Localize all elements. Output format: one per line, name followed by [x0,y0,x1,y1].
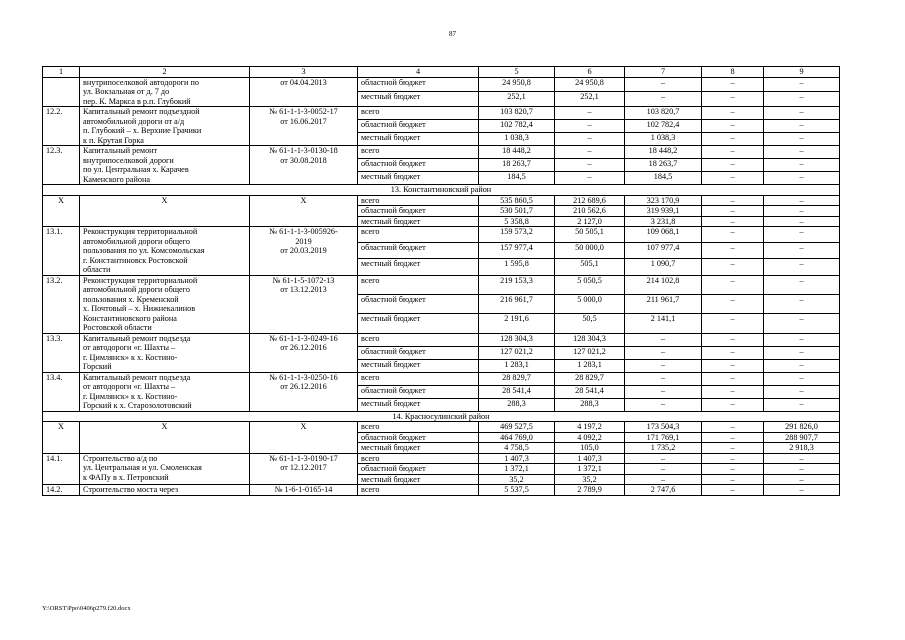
funding-source: всего [358,146,479,159]
funding-source: областной бюджет [358,243,479,259]
funding-source: областной бюджет [358,432,479,443]
item-name-line: к п. Крутая Горка [83,135,144,145]
value-col6: 4 197,2 [555,422,625,433]
item-number: 12.2. [43,107,80,146]
item-name-cell [80,146,250,185]
value-col6: 5 050,5 [555,275,625,294]
header-cell: 7 [625,67,702,78]
funding-source: областной бюджет [358,464,479,475]
funding-source: всего [358,107,479,120]
header-cell: 4 [358,67,479,78]
item-name-line: автомобильной дороги общего [83,285,190,294]
value-col5: 184,5 [479,172,555,185]
item-name-line: Реконструкция территориальной [83,227,198,236]
item-name-line: Капитальный ремонт подъезда [83,372,191,382]
item-name-line: Капитальный ремонт [83,146,158,155]
table-row [43,485,840,496]
funding-source: областной бюджет [358,120,479,133]
document-line: от 26.12.2016 [280,382,327,391]
value-col8: – [702,227,764,243]
value-col9: 291 826,0 [764,422,840,433]
budget-table [42,66,840,496]
document-line: № 61-1-1-3-0190-17 [269,453,338,463]
value-col7: 2 141,1 [625,314,702,333]
item-name-line: от автодороги «г. Шахты – [83,343,176,352]
document-line: от 26.12.2016 [280,343,327,352]
value-col9: – [764,372,840,385]
value-col6: 127 021,2 [555,346,625,359]
funding-source: местный бюджет [358,314,479,333]
funding-source: местный бюджет [358,216,479,227]
value-col6: – [555,146,625,159]
value-col7: 171 769,1 [625,432,702,443]
item-name-line: Горский к х. Старозолотовский [83,401,192,410]
value-col9: – [764,333,840,346]
value-col8: – [702,314,764,333]
document-cell [250,485,358,496]
header-cell: 5 [479,67,555,78]
value-col9: 288 907,7 [764,432,840,443]
item-name-cell [80,227,250,276]
value-col7: 107 977,4 [625,243,702,259]
value-col6: 4 092,2 [555,432,625,443]
value-col6: 1 407,3 [555,453,625,464]
value-col5: 5 358,8 [479,216,555,227]
value-col7: – [625,77,702,92]
funding-source: областной бюджет [358,206,479,217]
value-col9: – [764,453,840,464]
document-cell [250,107,358,146]
value-col6: 105,0 [555,443,625,454]
value-col5: 24 950,8 [479,77,555,92]
funding-source: областной бюджет [358,294,479,313]
value-col7: – [625,92,702,107]
value-col6: 210 562,6 [555,206,625,217]
value-col5: 464 769,0 [479,432,555,443]
value-col7: 1 735,2 [625,443,702,454]
table-header-row [43,67,840,78]
value-col8: – [702,172,764,185]
funding-source: всего [358,485,479,496]
value-col7: – [625,333,702,346]
value-col8: – [702,243,764,259]
funding-source: местный бюджет [358,398,479,411]
item-name-cell [80,422,250,454]
document-line: № 61-1-1-3-0052-17 [269,107,338,116]
value-col8: – [702,275,764,294]
value-col9: – [764,206,840,217]
funding-source: всего [358,333,479,346]
item-name-line: пользования по ул. Комсомольская [83,246,205,255]
table-row [43,195,840,206]
value-col7: – [625,346,702,359]
funding-source: всего [358,453,479,464]
value-col7: – [625,372,702,385]
document-cell [250,146,358,185]
item-name-line: внутрипоселковой автодороги по [83,77,199,87]
item-number: 13.1. [43,227,80,276]
value-col8: – [702,359,764,372]
item-number [43,77,80,107]
funding-source: всего [358,275,479,294]
value-col7: 211 961,7 [625,294,702,313]
value-col8: – [702,259,764,275]
document-line: № 61-1-1-3-0250-16 [269,372,338,382]
value-col8: – [702,133,764,146]
value-col5: 1 595,8 [479,259,555,275]
section-title: 13. Константиновский район [43,185,840,196]
value-col7: 2 747,6 [625,485,702,496]
document-cell [250,333,358,372]
funding-source: всего [358,422,479,433]
funding-source: местный бюджет [358,474,479,485]
value-col7: 173 504,3 [625,422,702,433]
document-line: № 61-1-5-1072-13 [272,275,335,285]
value-col5: 128 304,3 [479,333,555,346]
value-col9: – [764,464,840,475]
item-name-line: г. Цимлянск» к х. Костино- [83,352,178,362]
value-col6: – [555,107,625,120]
funding-source: областной бюджет [358,385,479,398]
item-name-line: автомобильной дороги от а/д [83,116,185,126]
section-row [43,411,840,422]
table-row [43,275,840,294]
value-col8: – [702,346,764,359]
value-col5: 219 153,3 [479,275,555,294]
value-col8: – [702,294,764,313]
value-col6: 35,2 [555,474,625,485]
value-col7: 102 782,4 [625,120,702,133]
value-col8: – [702,432,764,443]
header-cell: 2 [80,67,250,78]
value-col6: 2 789,9 [555,485,625,496]
value-col7: – [625,398,702,411]
value-col9: – [764,243,840,259]
value-col9: – [764,485,840,496]
value-col8: – [702,159,764,172]
value-col5: 18 448,2 [479,146,555,159]
value-col5: 28 829,7 [479,372,555,385]
value-col5: 159 573,2 [479,227,555,243]
item-number: Х [43,422,80,454]
section-title: 14. Красносулинский район [43,411,840,422]
value-col9: – [764,77,840,92]
value-col6: 50 000,0 [555,243,625,259]
document-line: от 16.06.2017 [280,116,327,126]
value-col9: – [764,474,840,485]
value-col8: – [702,216,764,227]
value-col9: – [764,275,840,294]
value-col5: 535 860,5 [479,195,555,206]
document-line: Х [300,195,307,205]
funding-source: местный бюджет [358,443,479,454]
value-col6: 128 304,3 [555,333,625,346]
value-col8: – [702,372,764,385]
header-cell: 3 [250,67,358,78]
value-col8: – [702,120,764,133]
value-col9: – [764,314,840,333]
value-col7: 18 448,2 [625,146,702,159]
item-name-cell [80,372,250,411]
document-cell [250,453,358,485]
item-name-cell [80,275,250,333]
value-col5: 1 038,3 [479,133,555,146]
table-row [43,422,840,433]
value-col7: – [625,453,702,464]
funding-source: местный бюджет [358,172,479,185]
value-col6: 1 372,1 [555,464,625,475]
document-line: от 13.12.2013 [280,285,327,294]
value-col7: 1 038,3 [625,133,702,146]
value-col9: – [764,359,840,372]
item-name-line: Ростовской области [83,323,152,332]
value-col9: – [764,107,840,120]
value-col5: 103 820,7 [479,107,555,120]
document-line: от 20.03.2019 [280,246,327,255]
value-col9: – [764,172,840,185]
value-col6: 50,5 [555,314,625,333]
item-number: 13.2. [43,275,80,333]
value-col9: – [764,120,840,133]
document-cell [250,275,358,333]
item-number: 14.2. [43,485,80,496]
page-number: 87 [449,30,456,38]
item-number: 12.3. [43,146,80,185]
item-name-line: Х [161,195,168,205]
funding-source: местный бюджет [358,259,479,275]
value-col6: 1 283,1 [555,359,625,372]
value-col5: 469 527,5 [479,422,555,433]
value-col5: 28 541,4 [479,385,555,398]
value-col6: 252,1 [555,92,625,107]
document-cell [250,372,358,411]
value-col6: 50 505,1 [555,227,625,243]
value-col7: – [625,385,702,398]
item-name-line: внутрипоселковой дороги [83,155,174,165]
value-col7: – [625,359,702,372]
value-col8: – [702,333,764,346]
document-line: № 1-6-1-0165-14 [274,485,333,494]
item-name-line: п. Глубокий – х. Верхние Грачики [83,126,202,135]
value-col6: 212 689,6 [555,195,625,206]
value-col9: – [764,146,840,159]
value-col5: 102 782,4 [479,120,555,133]
value-col9: – [764,259,840,275]
value-col5: 1 407,3 [479,453,555,464]
value-col7: 3 231,8 [625,216,702,227]
value-col5: 288,3 [479,398,555,411]
value-col7: 323 170,9 [625,195,702,206]
value-col5: 530 501,7 [479,206,555,217]
document-line: 2019 [295,236,312,246]
item-number: 13.3. [43,333,80,372]
value-col6: – [555,133,625,146]
value-col9: – [764,398,840,411]
item-name-cell [80,453,250,485]
funding-source: местный бюджет [358,92,479,107]
item-name-cell [80,195,250,227]
value-col8: – [702,92,764,107]
value-col6: 24 950,8 [555,77,625,92]
document-line: от 30.08.2018 [280,155,327,165]
item-name-line: Х [161,422,168,431]
value-col8: – [702,107,764,120]
item-name-line: г. Константиновск Ростовской [83,255,188,265]
funding-source: всего [358,195,479,206]
value-col8: – [702,464,764,475]
document-cell [250,422,358,454]
value-col6: 2 127,0 [555,216,625,227]
item-number: Х [43,195,80,227]
item-name-line: ул. Вокзальная от д. 7 до [83,87,170,96]
document-line: Х [300,422,307,431]
item-name-cell [80,333,250,372]
value-col6: – [555,172,625,185]
funding-source: местный бюджет [358,359,479,372]
header-cell: 9 [764,67,840,78]
document-cell [250,227,358,276]
value-col9: 2 918,3 [764,443,840,454]
document-cell [250,77,358,107]
value-col8: – [702,385,764,398]
item-name-line: Константиновского района [83,313,177,323]
table-row [43,453,840,464]
item-name-line: Каменского района [83,174,150,184]
value-col8: – [702,443,764,454]
value-col5: 2 191,6 [479,314,555,333]
file-path-footer: Y:\ORST\Ppo\0406p279.f20.docx [42,605,131,612]
value-col9: – [764,133,840,146]
funding-source: областной бюджет [358,77,479,92]
value-col9: – [764,227,840,243]
value-col9: – [764,346,840,359]
item-name-line: х. Почтовый – х. Нижнекалинов [83,304,196,313]
value-col6: – [555,159,625,172]
value-col8: – [702,146,764,159]
item-number: 13.4. [43,372,80,411]
item-name-line: пер. К. Маркса в р.п. Глубокий [83,96,191,106]
table-row [43,107,840,120]
value-col9: – [764,216,840,227]
value-col5: 1 283,1 [479,359,555,372]
value-col7: 184,5 [625,172,702,185]
item-name-cell [80,77,250,107]
item-name-line: по ул. Центральная х. Карачев [83,165,189,174]
header-cell: 8 [702,67,764,78]
value-col8: – [702,422,764,433]
item-name-line: Капитальный ремонт подъездной [83,107,200,116]
header-cell: 1 [43,67,80,78]
value-col7: – [625,464,702,475]
value-col9: – [764,159,840,172]
item-name-line: Строительство а/д по [83,453,158,463]
value-col9: – [764,385,840,398]
item-name-line: к ФАПу в х. Петровский [83,472,169,482]
value-col9: – [764,294,840,313]
funding-source: всего [358,227,479,243]
item-name-line: Горский [83,362,112,371]
value-col5: 1 372,1 [479,464,555,475]
value-col6: – [555,120,625,133]
funding-source: местный бюджет [358,133,479,146]
table-row [43,227,840,243]
item-name-line: от автодороги «г. Шахты – [83,382,176,391]
value-col5: 35,2 [479,474,555,485]
table-row [43,77,840,92]
document-line: от 04.04.2013 [280,77,327,87]
value-col7: – [625,474,702,485]
funding-source: всего [358,372,479,385]
value-col6: 28 829,7 [555,372,625,385]
item-name-line: Капитальный ремонт подъезда [83,333,191,343]
value-col7: 18 263,7 [625,159,702,172]
value-col8: – [702,77,764,92]
value-col5: 252,1 [479,92,555,107]
table-row [43,146,840,159]
document-line: № 61-1-1-3-0249-16 [269,333,338,343]
item-name-line: Строительство моста через [83,485,179,494]
item-number: 14.1. [43,453,80,485]
item-name-line: ул. Центральная и ул. Смоленская [83,463,202,472]
value-col6: 288,3 [555,398,625,411]
value-col7: 1 090,7 [625,259,702,275]
value-col8: – [702,206,764,217]
value-col5: 4 758,5 [479,443,555,454]
value-col8: – [702,474,764,485]
header-cell: 6 [555,67,625,78]
item-name-cell [80,107,250,146]
value-col6: 28 541,4 [555,385,625,398]
value-col5: 18 263,7 [479,159,555,172]
item-name-cell [80,485,250,496]
value-col5: 157 977,4 [479,243,555,259]
value-col8: – [702,453,764,464]
value-col8: – [702,195,764,206]
section-row [43,185,840,196]
value-col5: 5 537,5 [479,485,555,496]
funding-source: областной бюджет [358,159,479,172]
value-col5: 127 021,2 [479,346,555,359]
funding-source: областной бюджет [358,346,479,359]
value-col9: – [764,92,840,107]
item-name-line: области [83,265,111,274]
item-name-line: г. Цимлянск» к х. Костино- [83,391,178,401]
value-col7: 214 102,8 [625,275,702,294]
item-name-line: автомобильной дороги общего [83,236,190,246]
value-col6: 505,1 [555,259,625,275]
document-line: № 61-1-1-3-0130-18 [269,146,338,155]
value-col7: 103 820,7 [625,107,702,120]
value-col6: 5 000,0 [555,294,625,313]
item-name-line: пользования х. Кременской [83,294,179,304]
value-col7: 319 939,1 [625,206,702,217]
table-row [43,333,840,346]
value-col7: 109 068,1 [625,227,702,243]
document-line: № 61-1-1-3-005926- [269,227,338,236]
table-row [43,372,840,385]
value-col9: – [764,195,840,206]
value-col8: – [702,398,764,411]
item-name-line: Реконструкция территориальной [83,275,198,285]
value-col5: 216 961,7 [479,294,555,313]
value-col8: – [702,485,764,496]
document-cell [250,195,358,227]
document-line: от 12.12.2017 [280,463,327,472]
